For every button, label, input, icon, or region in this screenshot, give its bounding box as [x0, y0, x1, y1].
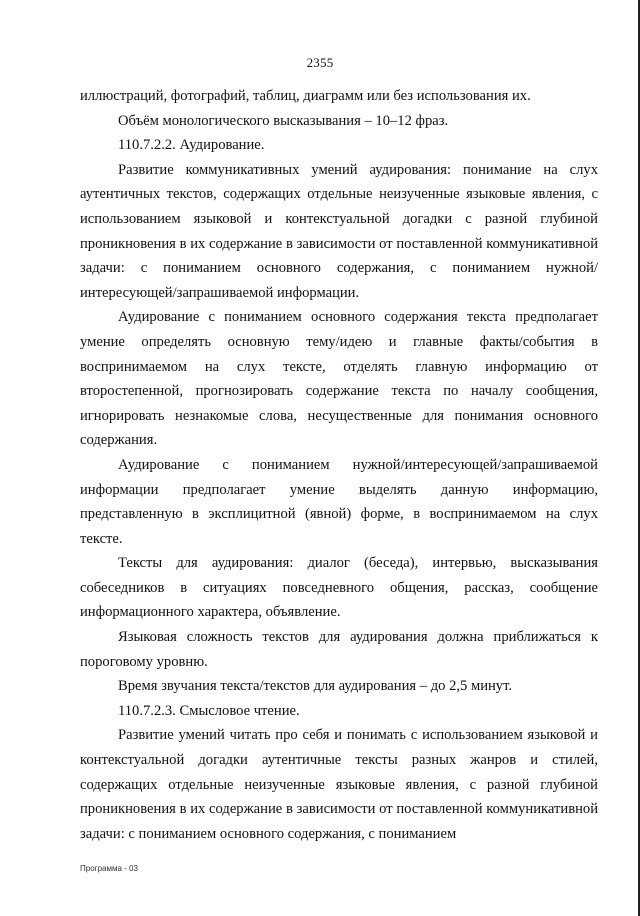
paragraph-listening-specific-info: Аудирование с пониманием нужной/интересующей/запрашиваемой информации предполагает умение выделять данную информацию, представленную в эксплицитной (явной) форме, в воспринимаемом на слух тексте. [80, 456, 598, 547]
footer-label: Программа - 03 [80, 864, 138, 873]
section-heading-listening: 110.7.2.2. Аудирование. [118, 137, 265, 154]
page-number: 2355 [306, 55, 334, 70]
paragraph-listening-skills: Развитие коммуникативных умений аудирования: понимание на слух аутентичных текстов, содержащих отдельные неизученные языковые явления, с использованием языковой и контекстуальной догадки с разной глубиной проникновения в их содержание в зависимости от поставленной коммуникативной задачи: с пониманием основного содержания, с пониманием нужной/интересующей/запрашиваемой информации. [80, 161, 598, 301]
section-heading-reading: 110.7.2.3. Смысловое чтение. [118, 702, 300, 719]
paragraph-listening-texts: Тексты для аудирования: диалог (беседа), интервью, высказывания собеседников в ситуациях повседневного общения, рассказ, сообщение информационного характера, объявление. [80, 555, 598, 621]
paragraph-listening-main-content: Аудирование с пониманием основного содержания текста предполагает умение определять основную тему/идею и главные факты/события в воспринимаемом на слух тексте, отделять главную информацию от второстепенной, прогнозировать содержание текста по началу сообщения, игнорировать незнакомые слова, несущественные для понимания основного содержания. [80, 309, 598, 449]
paragraph-monologue-volume: Объём монологического высказывания – 10–12 фраз. [118, 112, 449, 129]
document-body [80, 84, 598, 846]
paragraph-listening-duration: Время звучания текста/текстов для аудирования – до 2,5 минут. [118, 678, 513, 695]
paragraph-language-complexity: Языковая сложность текстов для аудирования должна приближаться к пороговому уровню. [80, 629, 598, 670]
paragraph-continuation: иллюстраций, фотографий, таблиц, диаграмм или без использования их. [80, 88, 531, 104]
paragraph-reading-skills: Развитие умений читать про себя и понимать с использованием языковой и контекстуальной догадки аутентичные тексты разных жанров и стилей, содержащих отдельные неизученные языковые явления, с разной глубиной проникновения в их содержание в зависимости от поставленной коммуникативной задачи: с пониманием основного содержания, с пониманием [80, 727, 598, 842]
